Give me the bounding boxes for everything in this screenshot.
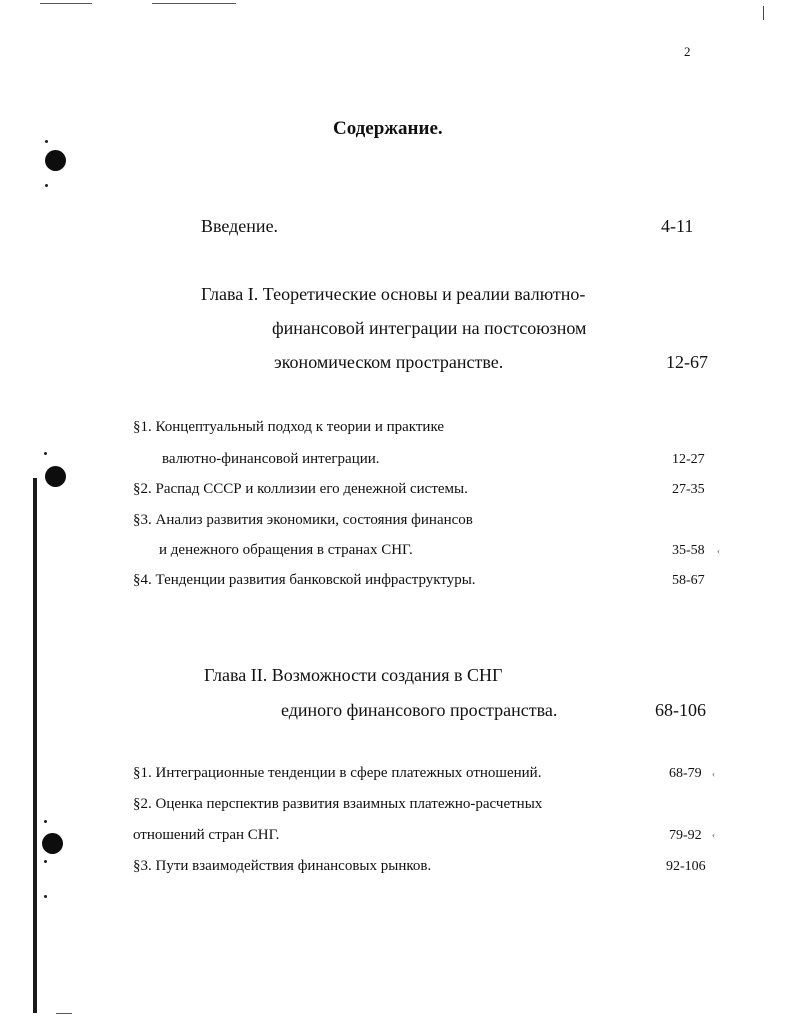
ch2-section1-pages: 68-79 — [669, 766, 702, 781]
ch2-section3-line1: §3. Пути взаимодействия финансовых рынков. — [133, 858, 432, 874]
ch1-section1-line1: §1. Концептуальный подход к теории и практике — [133, 419, 445, 435]
scan-edge-line — [40, 3, 92, 4]
scan-dot — [44, 820, 47, 823]
ch1-section1-line2: валютно-финансовой интеграции. — [162, 451, 380, 467]
chapter1-title-line3: экономическом пространстве. — [274, 352, 504, 372]
page-number: 2 — [684, 44, 691, 59]
scan-edge-mark — [763, 6, 764, 20]
ch2-section2-line2: отношений стран СНГ. — [133, 827, 280, 843]
ch1-section4-line1: §4. Тенденции развития банковской инфраструктуры. — [133, 572, 476, 588]
chapter2-title-line1: Глава II. Возможности создания в СНГ — [204, 665, 503, 685]
ch1-section3-line2: и денежного обращения в странах СНГ. — [159, 542, 413, 558]
toc-intro-pages: 4-11 — [661, 216, 694, 236]
ch1-section2-line1: §2. Распад СССР и коллизии его денежной системы. — [133, 481, 468, 497]
scan-dot — [45, 140, 48, 143]
punch-hole — [45, 466, 66, 487]
scan-dot — [44, 452, 47, 455]
chapter2-title-line2: единого финансового пространства. — [281, 700, 558, 720]
ch1-section3-line1: §3. Анализ развития экономики, состояния финансов — [133, 512, 473, 528]
ch2-section1-line1: §1. Интеграционные тенденции в сфере платежных отношений. — [133, 765, 542, 781]
ch1-section4-pages: 58-67 — [672, 573, 705, 588]
ch2-section3-pages: 92-106 — [666, 859, 706, 874]
scan-dot — [44, 895, 47, 898]
ch2-section2-pages: 79-92 — [669, 828, 702, 843]
toc-intro-label: Введение. — [201, 216, 279, 236]
scan-edge-line — [152, 3, 236, 4]
margin-mark: ‹ — [717, 546, 720, 556]
scan-dash — [56, 1013, 72, 1014]
ch1-section2-pages: 27-35 — [672, 482, 705, 497]
chapter1-pages: 12-67 — [666, 352, 708, 372]
chapter2-pages: 68-106 — [655, 700, 706, 720]
margin-mark: ‹ — [712, 830, 715, 840]
ch2-section2-line1: §2. Оценка перспектив развития взаимных платежно-расчетных — [133, 796, 543, 812]
chapter1-title-line1: Глава I. Теоретические основы и реалии валютно- — [201, 284, 586, 304]
punch-hole — [42, 833, 63, 854]
scan-dot — [45, 184, 48, 187]
ch1-section3-pages: 35-58 — [672, 543, 705, 558]
margin-mark: ‹ — [712, 769, 715, 779]
punch-hole — [45, 150, 66, 171]
page-title: Содержание. — [333, 118, 443, 139]
chapter1-title-line2: финансовой интеграции на постсоюзном — [272, 318, 587, 338]
ch1-section1-pages: 12-27 — [672, 452, 705, 467]
binding-shadow — [33, 478, 37, 1013]
scan-dot — [44, 860, 47, 863]
